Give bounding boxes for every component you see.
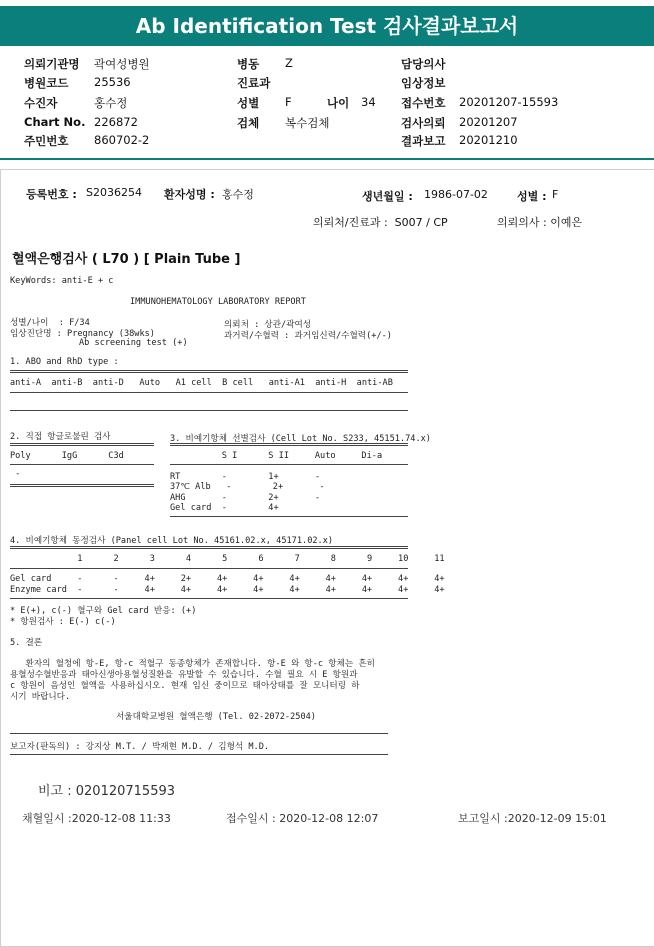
note: * 항원검사 : E(-) c(-) bbox=[10, 617, 116, 627]
conclusion-line: 용혈성수혈반응과 태아신생아용혈성질환을 유발할 수 있습니다. 수혈 필요 시 E 항원과 bbox=[10, 670, 358, 680]
dob-value: 1986-07-02 bbox=[424, 188, 488, 201]
name-label: 환자성명 : bbox=[164, 188, 215, 201]
divider bbox=[170, 516, 408, 517]
field-value: 복수검체 bbox=[285, 116, 330, 130]
table-row: Enzyme card - - 4+ 4+ 4+ 4+ 4+ 4+ 4+ 4+ 4+ bbox=[10, 585, 445, 595]
field-value: F bbox=[285, 95, 292, 109]
divider bbox=[10, 733, 388, 734]
reg-label: 등록번호 : bbox=[26, 188, 77, 201]
table-row: AHG - 2+ - bbox=[170, 493, 321, 503]
divider bbox=[10, 443, 154, 446]
table-row: RT - 1+ - bbox=[170, 472, 321, 482]
reporter-line: 보고자(판독의) : 강지상 M.T. / 박재현 M.D. / 김형석 M.D. bbox=[10, 742, 270, 752]
info-line: 임상진단명 : Pregnancy (38wks) bbox=[10, 329, 155, 339]
field-label: Chart No. bbox=[24, 115, 86, 129]
table-header: Poly IgG C3d bbox=[10, 451, 124, 461]
field-value: 곽여성병원 bbox=[94, 57, 150, 71]
reported-time: 보고일시 :2020-12-09 15:01 bbox=[458, 812, 607, 825]
age-value: 34 bbox=[361, 95, 376, 109]
info-line: 의뢰처 : 상관/곽여성 bbox=[224, 320, 312, 330]
reg-value: S2036254 bbox=[86, 186, 142, 199]
section-heading: 1. ABO and RhD type : bbox=[10, 357, 119, 367]
table-header: 1 2 3 4 5 6 7 8 9 10 11 bbox=[10, 554, 445, 564]
field-value: 226872 bbox=[94, 115, 138, 129]
field-label: 의뢰기관명 bbox=[24, 57, 80, 71]
conclusion-line: 시기 바랍니다. bbox=[10, 692, 71, 702]
collected-time: 채혈일시 :2020-12-08 11:33 bbox=[22, 812, 171, 825]
table-row: Gel card - - 4+ 2+ 4+ 4+ 4+ 4+ 4+ 4+ 4+ bbox=[10, 574, 445, 584]
field-value: 홍수정 bbox=[94, 96, 128, 110]
lab-title: IMMUNOHEMATOLOGY LABORATORY REPORT bbox=[130, 297, 306, 307]
field-value: 20201210 bbox=[459, 133, 518, 147]
section-title: 혈액은행검사 ( L70 ) [ Plain Tube ] bbox=[12, 252, 241, 267]
divider bbox=[10, 568, 408, 569]
field-label: 주민번호 bbox=[24, 134, 69, 148]
section-heading: 3. 비예기항체 선별검사 (Cell Lot No. S233, 45151.74.x) bbox=[170, 434, 431, 444]
age-label: 나이 bbox=[327, 96, 350, 110]
sex-label: 성별 : bbox=[517, 190, 547, 203]
received-time: 접수일시 : 2020-12-08 12:07 bbox=[226, 812, 379, 825]
table-row: Gel card - 4+ bbox=[170, 503, 279, 513]
field-label: 결과보고 bbox=[401, 134, 446, 148]
divider bbox=[10, 598, 408, 599]
field-label: 병동 bbox=[237, 57, 260, 71]
field-label: 진료과 bbox=[237, 76, 271, 90]
note: * E(+), c(-) 혈구와 Gel card 반응: (+) bbox=[10, 606, 197, 616]
divider bbox=[10, 754, 388, 755]
divider bbox=[10, 370, 408, 373]
field-label: 검체 bbox=[237, 116, 260, 130]
table-cell: - bbox=[10, 469, 21, 479]
table-header: S I S II Auto Di-a bbox=[170, 451, 383, 461]
remark: 비고 : 020120715593 bbox=[38, 784, 176, 799]
field-label: 수진자 bbox=[24, 96, 58, 110]
table-header: anti-A anti-B anti-D Auto A1 cell B cell anti-A1 anti-H anti-AB bbox=[10, 378, 393, 388]
field-label: 병원코드 bbox=[24, 76, 69, 90]
field-label: 임상정보 bbox=[401, 76, 446, 90]
info-line: 과거력/수혈력 : 과거임신력/수혈력(+/-) bbox=[224, 331, 392, 341]
report-title: Ab Identification Test 검사결과보고서 bbox=[0, 6, 654, 46]
divider bbox=[170, 443, 408, 446]
divider bbox=[10, 546, 408, 549]
field-value: Z bbox=[285, 56, 293, 70]
dob-label: 생년월일 : bbox=[362, 190, 413, 203]
field-label: 담당의사 bbox=[401, 57, 446, 71]
conclusion-line: c 항원이 음성인 혈액을 사용하십시오. 현재 임신 중이므로 태아상태를 잘 모니터링 하 bbox=[10, 681, 360, 691]
header-row bbox=[24, 56, 80, 72]
divider bbox=[10, 410, 408, 411]
info-line: 성별/나이 : F/34 bbox=[10, 318, 90, 328]
field-value: 860702-2 bbox=[94, 133, 150, 147]
section-heading: 5. 결론 bbox=[10, 638, 43, 648]
field-value: 20201207-15593 bbox=[459, 95, 559, 109]
field-value: 20201207 bbox=[459, 115, 518, 129]
header-divider bbox=[0, 158, 654, 160]
field-value: 25536 bbox=[94, 75, 131, 89]
dept-line: 의뢰처/진료과 : S007 / CP bbox=[313, 216, 448, 229]
divider bbox=[10, 464, 154, 465]
field-label: 검사의뢰 bbox=[401, 116, 446, 130]
conclusion-line: 환자의 혈청에 항-E, 항-c 적혈구 동종항체가 존재합니다. 항-E 와 항-c 항체는 흔히 bbox=[10, 659, 375, 669]
keywords: KeyWords: anti-E + c bbox=[10, 276, 114, 286]
hospital-line: 서울대학교병원 혈액은행 (Tel. 02-2072-2504) bbox=[116, 712, 316, 722]
info-line: Ab screening test (+) bbox=[79, 338, 188, 348]
name-value: 홍수정 bbox=[222, 188, 254, 201]
divider bbox=[170, 464, 408, 465]
doctor-line: 의뢰의사 : 이예은 bbox=[497, 216, 583, 229]
divider bbox=[10, 392, 408, 393]
section-heading: 2. 직접 항글로불린 검사 bbox=[10, 432, 111, 442]
sex-value: F bbox=[552, 188, 559, 201]
field-label: 접수번호 bbox=[401, 96, 446, 110]
table-row: 37℃ Alb - 2+ - bbox=[170, 482, 325, 492]
divider bbox=[10, 484, 154, 487]
section-heading: 4. 비예기항체 동정검사 (Panel cell Lot No. 45161.02.x, 45171.02.x) bbox=[10, 536, 334, 546]
field-label: 성별 bbox=[237, 96, 260, 110]
